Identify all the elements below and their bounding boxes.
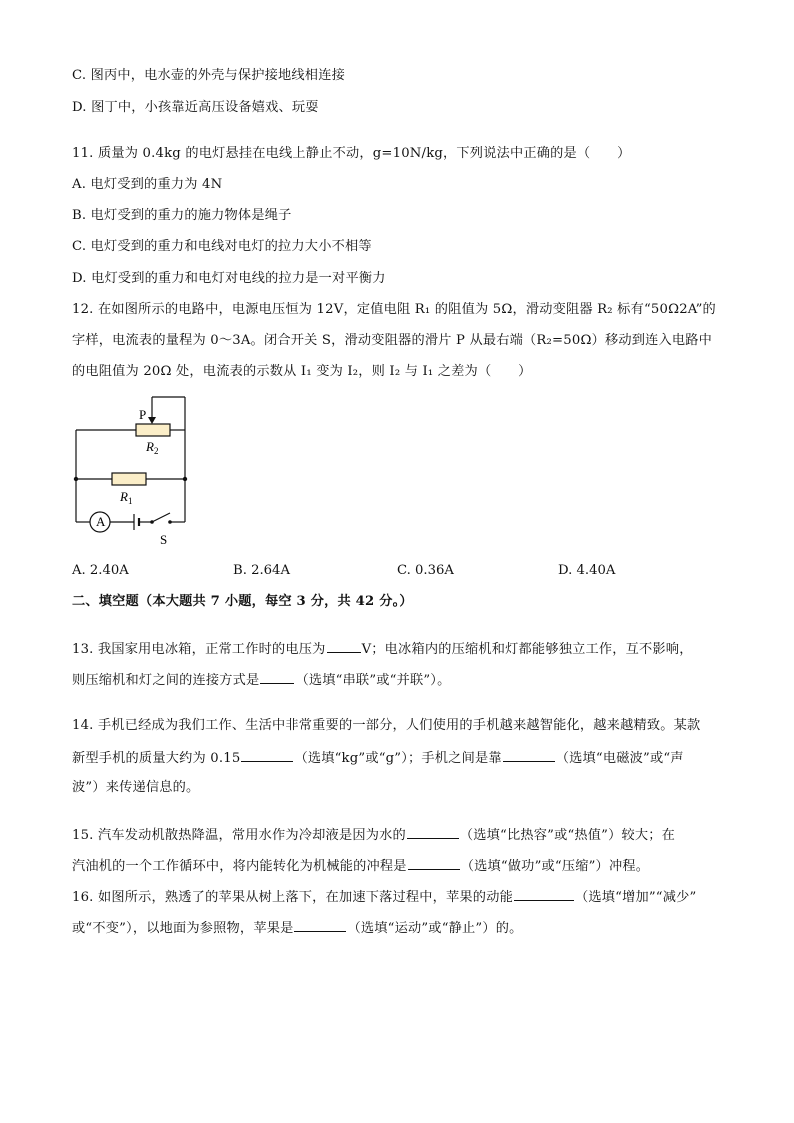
q15-text: 15. 汽车发动机散热降温，常用水作为冷却液是因为水的: [72, 828, 406, 843]
label-r1-sub: 1: [127, 496, 133, 506]
q12-option-b: B. 2.64A: [233, 563, 290, 578]
label-r2-main: R: [146, 439, 154, 454]
answer-blank[interactable]: [407, 824, 459, 839]
q16-text: 或“不变”），以地面为参照物，苹果是: [72, 921, 294, 936]
label-p: P: [139, 407, 147, 422]
q13-text: V；电冰箱内的压缩机和灯都能够独立工作，互不影响，: [361, 642, 693, 657]
q16-line-1: [72, 886, 696, 908]
label-s: S: [160, 532, 168, 547]
q14-text: 新型手机的质量大约为 0.15: [72, 751, 241, 766]
answer-blank[interactable]: [241, 747, 293, 762]
r1-resistor: [112, 473, 146, 485]
q14-line-2: [72, 747, 684, 769]
q15-text: （选填“比热容”或“热值”）较大；在: [459, 828, 676, 843]
q12-option-c: C. 0.36A: [397, 563, 454, 578]
q15-text: （选填“做功”或“压缩”）冲程。: [460, 859, 650, 874]
q14-text: （选填“电磁波”或“声: [555, 751, 684, 766]
answer-blank[interactable]: [294, 917, 346, 932]
switch-pivot: [150, 520, 154, 524]
label-r1: [119, 489, 132, 506]
r2-resistor: [136, 424, 170, 436]
q15-line-2: [72, 855, 649, 877]
q14-text: （选填“kg”或“g”）；手机之间是靠: [294, 751, 502, 766]
q13-text: （选填“串联”或“并联”）。: [295, 673, 451, 688]
q12-stem-line-2: 字样，电流表的量程为 0～3A。闭合开关 S，滑动变阻器的滑片 P 从最右端（R₂=50Ω）移动到连入电路中: [72, 333, 713, 348]
section-2-heading: 二、填空题（本大题共 7 小题，每空 3 分，共 42 分。）: [72, 594, 413, 609]
q16-text: （选填“增加”“减少”: [574, 890, 697, 905]
q12-option-d: D. 4.40A: [558, 563, 616, 578]
q15-line-1: [72, 824, 675, 846]
label-r2: [145, 439, 158, 456]
junction-dot: [74, 477, 78, 481]
q13-line-1: [72, 638, 693, 660]
label-r1-main: R: [120, 489, 128, 504]
slider-arrow-icon: [148, 417, 156, 424]
label-a: A: [96, 514, 106, 529]
q16-line-2: [72, 917, 523, 939]
q14-line-3: 波”）来传递信息的。: [72, 780, 200, 795]
q11-stem: 11. 质量为 0.4kg 的电灯悬挂在电线上静止不动，g=10N/kg，下列说法中正确的是（ ）: [72, 146, 631, 161]
switch-blade: [152, 513, 170, 522]
q12-option-a: A. 2.40A: [72, 563, 129, 578]
q12-stem-line-3: 的电阻值为 20Ω 处，电流表的示数从 I₁ 变为 I₂，则 I₂ 与 I₁ 之差为（ ）: [72, 364, 532, 379]
q11-option-c: C. 电灯受到的重力和电线对电灯的拉力大小不相等: [72, 239, 372, 254]
q13-text: 则压缩机和灯之间的连接方式是: [72, 673, 260, 688]
q11-option-d: D. 电灯受到的重力和电灯对电线的拉力是一对平衡力: [72, 271, 386, 286]
answer-blank[interactable]: [503, 747, 555, 762]
q10-option-c: C. 图丙中，电水壶的外壳与保护接地线相连接: [72, 68, 345, 83]
q10-option-d: D. 图丁中，小孩靠近高压设备嬉戏、玩耍: [72, 100, 319, 115]
label-r2-sub: 2: [153, 446, 159, 456]
q16-text: 16. 如图所示，熟透了的苹果从树上落下，在加速下落过程中，苹果的动能: [72, 890, 513, 905]
circuit-svg: [72, 392, 202, 552]
q11-option-a: A. 电灯受到的重力为 4N: [72, 177, 223, 192]
q14-line-1: 14. 手机已经成为我们工作、生活中非常重要的一部分，人们使用的手机越来越智能化，越来越精致。某款: [72, 718, 701, 733]
q13-line-2: [72, 669, 450, 691]
answer-blank[interactable]: [408, 855, 460, 870]
q15-text: 汽油机的一个工作循环中，将内能转化为机械能的冲程是: [72, 859, 407, 874]
answer-blank[interactable]: [514, 886, 574, 901]
q11-option-b: B. 电灯受到的重力的施力物体是绳子: [72, 208, 292, 223]
junction-dot: [183, 477, 187, 481]
answer-blank[interactable]: [327, 638, 361, 653]
q16-text: （选填“运动”或“静止”）的。: [347, 921, 523, 936]
switch-contact: [168, 520, 172, 524]
q12-stem-line-1: 12. 在如图所示的电路中，电源电压恒为 12V，定值电阻 R₁ 的阻值为 5Ω，滑动变阻器 R₂ 标有“50Ω2A”的: [72, 302, 716, 317]
q13-text: 13. 我国家用电冰箱，正常工作时的电压为: [72, 642, 326, 657]
q12-circuit-diagram: [72, 392, 202, 556]
answer-blank[interactable]: [260, 669, 294, 684]
